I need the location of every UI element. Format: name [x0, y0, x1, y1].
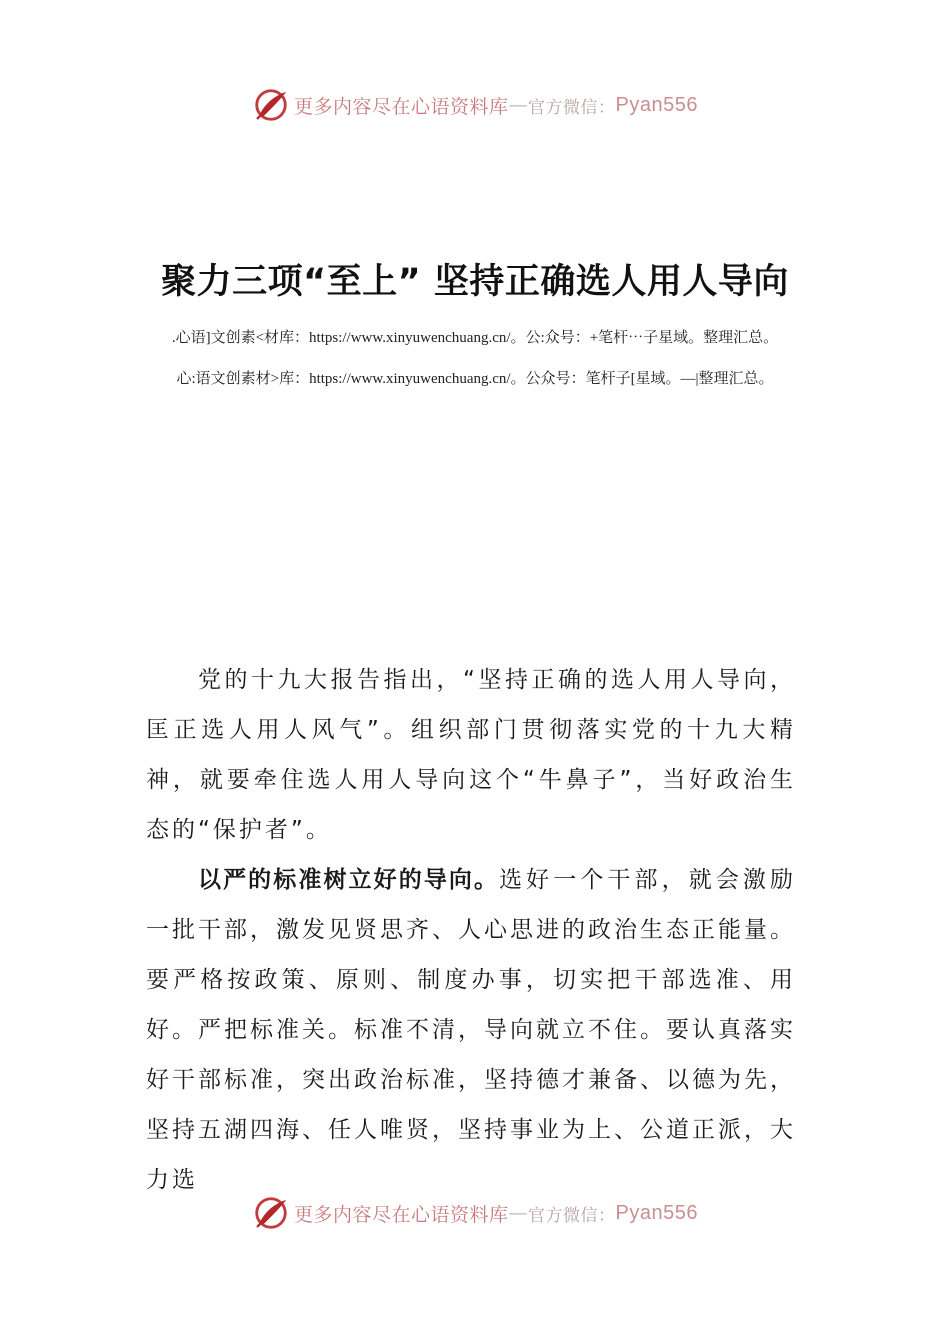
document-title: 聚力三项“至上” 坚持正确选人用人导向 [161, 262, 789, 302]
paragraph-2-text: 选好一个干部，就会激励一批干部，激发见贤思齐、人心思进的政治生态正能量。要严格按政策、原则、制度办事，切实把干部选准、用好。严把标准关。标准不清，导向就立不住。要认真落实好干部标准，突出政治标准，坚持德才兼备、以德为先，坚持五湖四海、任人唯贤，坚持事业为上、公道正派，大力选 [146, 867, 797, 1193]
header-banner [0, 80, 950, 130]
source-line-2: 心:语文创素材>库：https://www.xinyuwenchuang.cn/。公众号：笔杆子[星域。—|整理汇总。 [176, 371, 774, 387]
banner-wechat-label: 官方微信： [528, 97, 616, 118]
pen-logo-icon [252, 1194, 290, 1232]
banner-wechat-id: Pyan556 [615, 93, 698, 116]
paragraph-2 [146, 855, 796, 1205]
banner-wechat-id: Pyan556 [615, 1201, 698, 1224]
source-line-1: .心语]文创素<材库：https://www.xinyuwenchuang.cn/。公:众号：+笔杆⋯子星域。整理汇总。 [171, 330, 779, 346]
paragraph-2-lead: 以严的标准树立好的导向。 [198, 867, 500, 893]
banner-wechat-label: 官方微信： [528, 1205, 616, 1226]
banner-text: 更多内容尽在心语资料库 [294, 95, 509, 118]
document-body [146, 655, 796, 1205]
pen-logo-icon [252, 86, 290, 124]
banner-separator: — [508, 94, 529, 116]
banner-text: 更多内容尽在心语资料库 [294, 1203, 509, 1226]
banner-separator: — [508, 1202, 529, 1224]
paragraph-1-text: 党的十九大报告指出，“坚持正确的选人用人导向，匡正选人用人风气”。组织部门贯彻落实党的十九大精神，就要牵住选人用人导向这个“牛鼻子”，当好政治生态的“保护者”。 [146, 667, 796, 843]
paragraph-1 [146, 655, 796, 855]
footer-banner [0, 1188, 950, 1238]
